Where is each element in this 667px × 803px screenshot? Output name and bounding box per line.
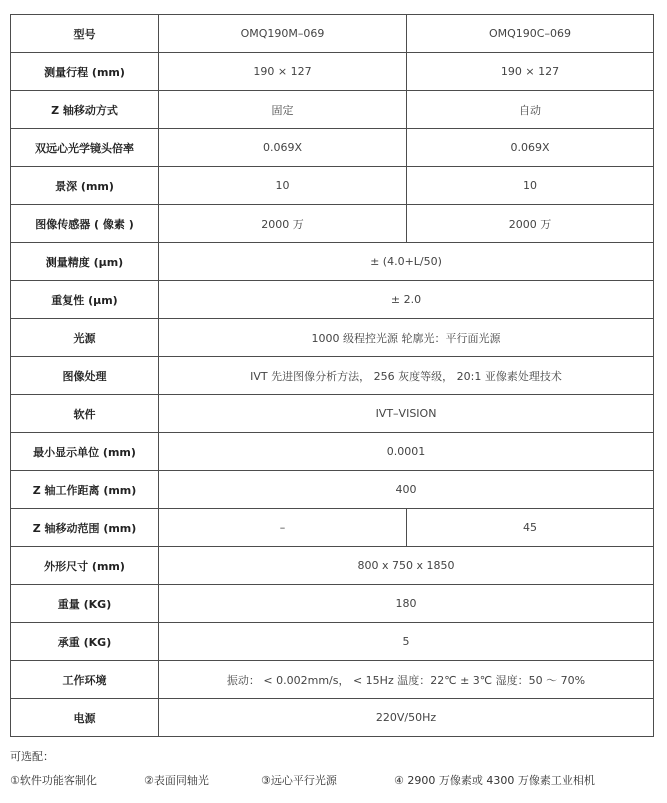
spec-value: 0.0001 [159, 433, 654, 471]
spec-table-body [11, 15, 654, 737]
option-item: ①软件功能客制化 [10, 774, 97, 787]
spec-row [11, 15, 654, 53]
spec-value: 180 [159, 585, 654, 623]
spec-value: 800 x 750 x 1850 [159, 547, 654, 585]
spec-row [11, 243, 654, 281]
spec-value: IVT 先进图像分析方法， 256 灰度等级， 20:1 亚像素处理技术 [159, 357, 654, 395]
spec-value: 0.069X [407, 129, 654, 167]
spec-row [11, 129, 654, 167]
spec-value: OMQ190C–069 [407, 15, 654, 53]
spec-row [11, 509, 654, 547]
spec-value: 190 × 127 [159, 53, 407, 91]
spec-label: 图像传感器 ( 像素 ) [11, 205, 159, 243]
optional-config-title: 可选配： [10, 750, 54, 763]
option-item: ④ 2900 万像素或 4300 万像素工业相机 [394, 774, 595, 787]
spec-label: 承重 (KG) [11, 623, 159, 661]
spec-row [11, 91, 654, 129]
spec-value: 10 [407, 167, 654, 205]
spec-value: 10 [159, 167, 407, 205]
spec-label: 软件 [11, 395, 159, 433]
spec-value: 220V/50Hz [159, 699, 654, 737]
spec-value: OMQ190M–069 [159, 15, 407, 53]
spec-value: 0.069X [159, 129, 407, 167]
spec-row [11, 433, 654, 471]
spec-label: 型号 [11, 15, 159, 53]
spec-value: 2000 万 [159, 205, 407, 243]
spec-row [11, 53, 654, 91]
spec-label: 测量精度 (μm) [11, 243, 159, 281]
spec-row [11, 205, 654, 243]
spec-label: 重复性 (μm) [11, 281, 159, 319]
spec-table [10, 14, 654, 737]
spec-label: 测量行程 (mm) [11, 53, 159, 91]
spec-value: ± (4.0+L/50) [159, 243, 654, 281]
spec-label: 电源 [11, 699, 159, 737]
spec-value: 400 [159, 471, 654, 509]
spec-label: 景深 (mm) [11, 167, 159, 205]
spec-row [11, 319, 654, 357]
spec-value: 5 [159, 623, 654, 661]
spec-value: IVT–VISION [159, 395, 654, 433]
spec-row [11, 623, 654, 661]
spec-value: 190 × 127 [407, 53, 654, 91]
spec-row [11, 281, 654, 319]
spec-value: 固定 [159, 91, 407, 129]
optional-config-list [10, 772, 660, 788]
spec-label: 外形尺寸 (mm) [11, 547, 159, 585]
spec-label: 重量 (KG) [11, 585, 159, 623]
spec-label: Z 轴移动方式 [11, 91, 159, 129]
spec-value: 1000 级程控光源 轮廓光：平行面光源 [159, 319, 654, 357]
spec-row [11, 471, 654, 509]
spec-value: 45 [407, 509, 654, 547]
spec-value: ± 2.0 [159, 281, 654, 319]
spec-row [11, 357, 654, 395]
spec-row [11, 395, 654, 433]
spec-value: 2000 万 [407, 205, 654, 243]
optional-config [10, 748, 660, 788]
spec-label: Z 轴工作距离 (mm) [11, 471, 159, 509]
spec-row [11, 547, 654, 585]
spec-value: 自动 [407, 91, 654, 129]
spec-row [11, 699, 654, 737]
spec-row [11, 167, 654, 205]
spec-label: 双远心光学镜头倍率 [11, 129, 159, 167]
spec-row [11, 585, 654, 623]
spec-row [11, 661, 654, 699]
spec-value: 振动： < 0.002mm/s， < 15Hz 温度：22℃ ± 3℃ 湿度：50 ～ 70% [159, 661, 654, 699]
spec-label: 图像处理 [11, 357, 159, 395]
option-item: ②表面同轴光 [144, 774, 209, 787]
spec-label: Z 轴移动范围 (mm) [11, 509, 159, 547]
option-item: ③远心平行光源 [261, 774, 337, 787]
spec-label: 最小显示单位 (mm) [11, 433, 159, 471]
spec-label: 工作环境 [11, 661, 159, 699]
spec-label: 光源 [11, 319, 159, 357]
spec-value: – [159, 509, 407, 547]
